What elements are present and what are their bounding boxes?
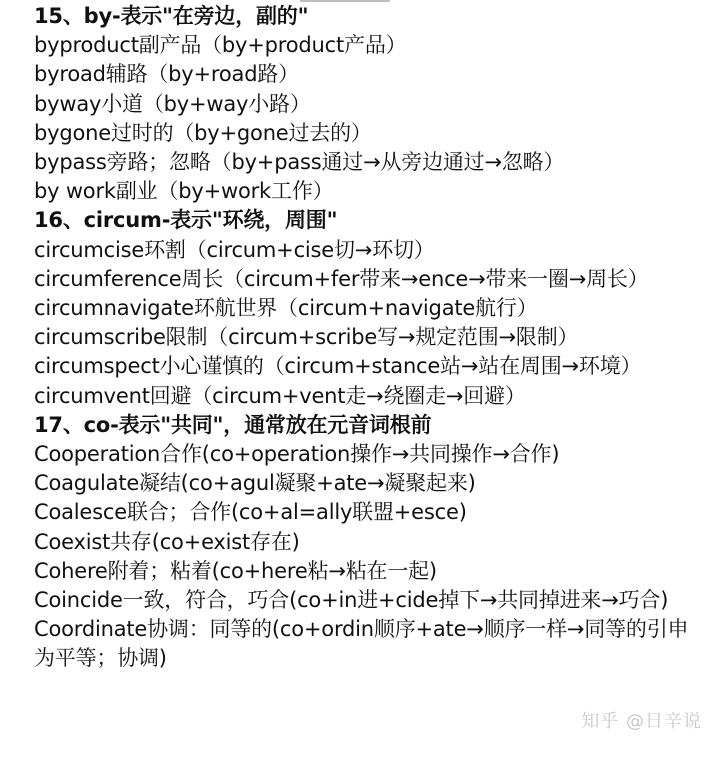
entry-circumscribe: circumscribe限制（circum+scribe写→规定范围→限制） — [34, 325, 579, 350]
entry-byproduct: byproduct副产品（by+product产品） — [34, 33, 407, 58]
entry-coordinate: Coordinate协调：同等的(co+ordin顺序+ate→顺序一样→同等的引申为平等；协调) — [34, 617, 689, 671]
entry-circumnavigate: circumnavigate环航世界（circum+navigate航行） — [34, 296, 538, 321]
watermark: 知乎 @日辛说 — [581, 711, 702, 732]
entry-circumcise: circumcise环割（circum+cise切→环切） — [34, 237, 435, 262]
word-list-document — [34, 2, 702, 674]
entry-bypass: bypass旁路；忽略（by+pass通过→从旁边通过→忽略） — [34, 150, 565, 175]
entry-coalesce: Coalesce联合；合作(co+al=ally联盟+esce) — [34, 500, 467, 525]
entry-byroad: byroad辅路（by+road路） — [34, 62, 299, 87]
entry-by-work: by work副业（by+work工作） — [34, 179, 334, 204]
entry-circumference: circumference周长（circum+fer带来→ence→带来一圈→周长） — [34, 266, 649, 291]
entry-coagulate: Coagulate凝结(co+agul凝聚+ate→凝聚起来) — [34, 471, 476, 496]
entry-byway: byway小道（by+way小路） — [34, 91, 311, 116]
section-heading-co: 17、co-表示"共同"，通常放在元音词根前 — [34, 412, 432, 437]
entry-coexist: Coexist共存(co+exist存在) — [34, 529, 300, 554]
section-heading-circum: 16、circum-表示"环绕，周围" — [34, 208, 338, 233]
entry-circumspect: circumspect小心谨慎的（circum+stance站→站在周围→环境） — [34, 354, 642, 379]
entry-cohere: Cohere附着；粘着(co+here粘→粘在一起) — [34, 558, 437, 583]
entry-coincide: Coincide一致，符合，巧合(co+in进+cide掉下→共同掉进来→巧合) — [34, 588, 669, 613]
entry-bygone: bygone过时的（by+gone过去的） — [34, 120, 372, 145]
entry-cooperation: Cooperation合作(co+operation操作→共同操作→合作) — [34, 442, 560, 467]
entry-circumvent: circumvent回避（circum+vent走→绕圈走→回避） — [34, 383, 526, 408]
section-heading-by: 15、by-表示"在旁边，副的" — [34, 4, 309, 28]
